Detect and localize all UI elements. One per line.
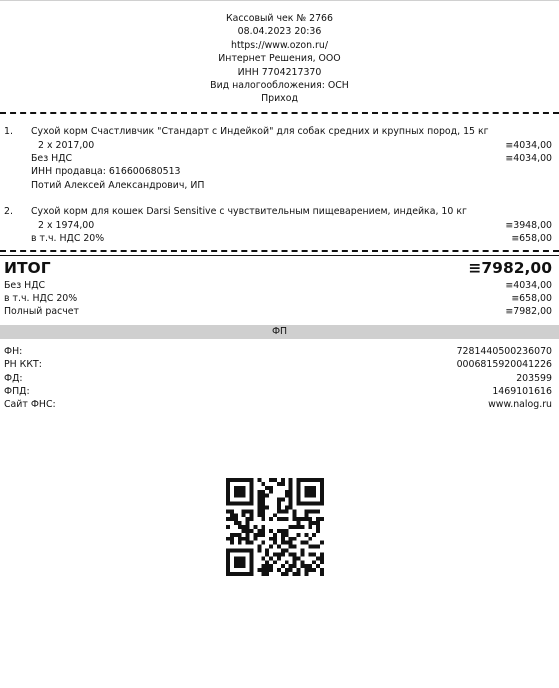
item-1-seller-name xyxy=(0,179,559,192)
total-vat20-row xyxy=(0,292,559,305)
vat20-value: ≡658,00 xyxy=(511,293,552,304)
fp-value: www.nalog.ru xyxy=(488,399,552,410)
dashed-divider xyxy=(0,250,559,252)
dashed-divider xyxy=(0,112,559,114)
fp-label: РН ККТ: xyxy=(4,359,42,370)
fp-value: 7281440500236070 xyxy=(456,346,552,357)
fp-section-bar: ФП xyxy=(0,325,559,339)
fp-label: ФПД: xyxy=(4,386,30,397)
item-2-qty-row xyxy=(0,219,559,232)
seller-url: https://www.ozon.ru/ xyxy=(231,39,328,51)
item-1-qty-row xyxy=(0,139,559,152)
fp-row-fd xyxy=(0,372,559,385)
company-name: Интернет Решения, ООО xyxy=(218,53,341,65)
item-qty-price: 2 x 1974,00 xyxy=(38,220,95,231)
fp-label: ФД: xyxy=(4,373,23,384)
qr-code-icon xyxy=(226,478,324,576)
fp-label: ФН: xyxy=(4,346,23,357)
company-inn: ИНН 7704217370 xyxy=(237,66,322,78)
full-payment-label: Полный расчет xyxy=(4,306,79,317)
item-2-vat-row xyxy=(0,232,559,245)
fp-value: 203599 xyxy=(516,373,552,384)
fp-value: 1469101616 xyxy=(492,386,552,397)
operation-type: Приход xyxy=(261,93,298,105)
item-number: 1. xyxy=(4,126,13,137)
item-vat-label: в т.ч. НДС 20% xyxy=(31,233,105,244)
item-1-seller-inn xyxy=(0,165,559,178)
fp-label: Сайт ФНС: xyxy=(4,399,56,410)
item-sum: ≡3948,00 xyxy=(505,220,552,231)
top-divider xyxy=(0,0,559,1)
solid-divider xyxy=(0,255,559,256)
seller-inn: ИНН продавца: 616600680513 xyxy=(31,166,181,177)
fp-row-fpd xyxy=(0,385,559,398)
total-label: ИТОГ xyxy=(4,259,51,277)
item-2-row xyxy=(0,205,559,218)
fp-row-fn xyxy=(0,345,559,358)
receipt-title: Кассовый чек № 2766 xyxy=(226,13,333,24)
total-value: ≡7982,00 xyxy=(468,259,552,277)
item-vat-value: ≡658,00 xyxy=(511,233,552,244)
item-vat-label: Без НДС xyxy=(31,153,73,164)
fp-row-fns-site xyxy=(0,398,559,411)
no-vat-value: ≡4034,00 xyxy=(505,280,552,291)
receipt-datetime: 08.04.2023 20:36 xyxy=(237,26,322,38)
item-name: Сухой корм для кошек Darsi Sensitive с чувствительным пищеварением, индейка, 10 кг xyxy=(31,206,467,217)
full-payment-row xyxy=(0,305,559,318)
item-1-vat-row xyxy=(0,152,559,165)
total-row xyxy=(0,257,559,279)
vat20-label: в т.ч. НДС 20% xyxy=(4,293,78,304)
item-1-row xyxy=(0,125,559,138)
no-vat-label: Без НДС xyxy=(4,280,46,291)
item-vat-value: ≡4034,00 xyxy=(505,153,552,164)
seller-name: Потий Алексей Александрович, ИП xyxy=(31,180,205,191)
receipt-header xyxy=(0,12,559,106)
item-name: Сухой корм Счастливчик "Стандарт с Индейкой" для собак средних и крупных пород, 15 кг xyxy=(31,126,489,137)
tax-system: Вид налогообложения: ОСН xyxy=(210,80,349,92)
item-sum: ≡4034,00 xyxy=(505,140,552,151)
full-payment-value: ≡7982,00 xyxy=(505,306,552,317)
total-no-vat-row xyxy=(0,279,559,292)
item-qty-price: 2 x 2017,00 xyxy=(38,140,95,151)
item-number: 2. xyxy=(4,206,13,217)
fp-value: 0006815920041226 xyxy=(456,359,552,370)
fp-row-rn-kkt xyxy=(0,358,559,371)
